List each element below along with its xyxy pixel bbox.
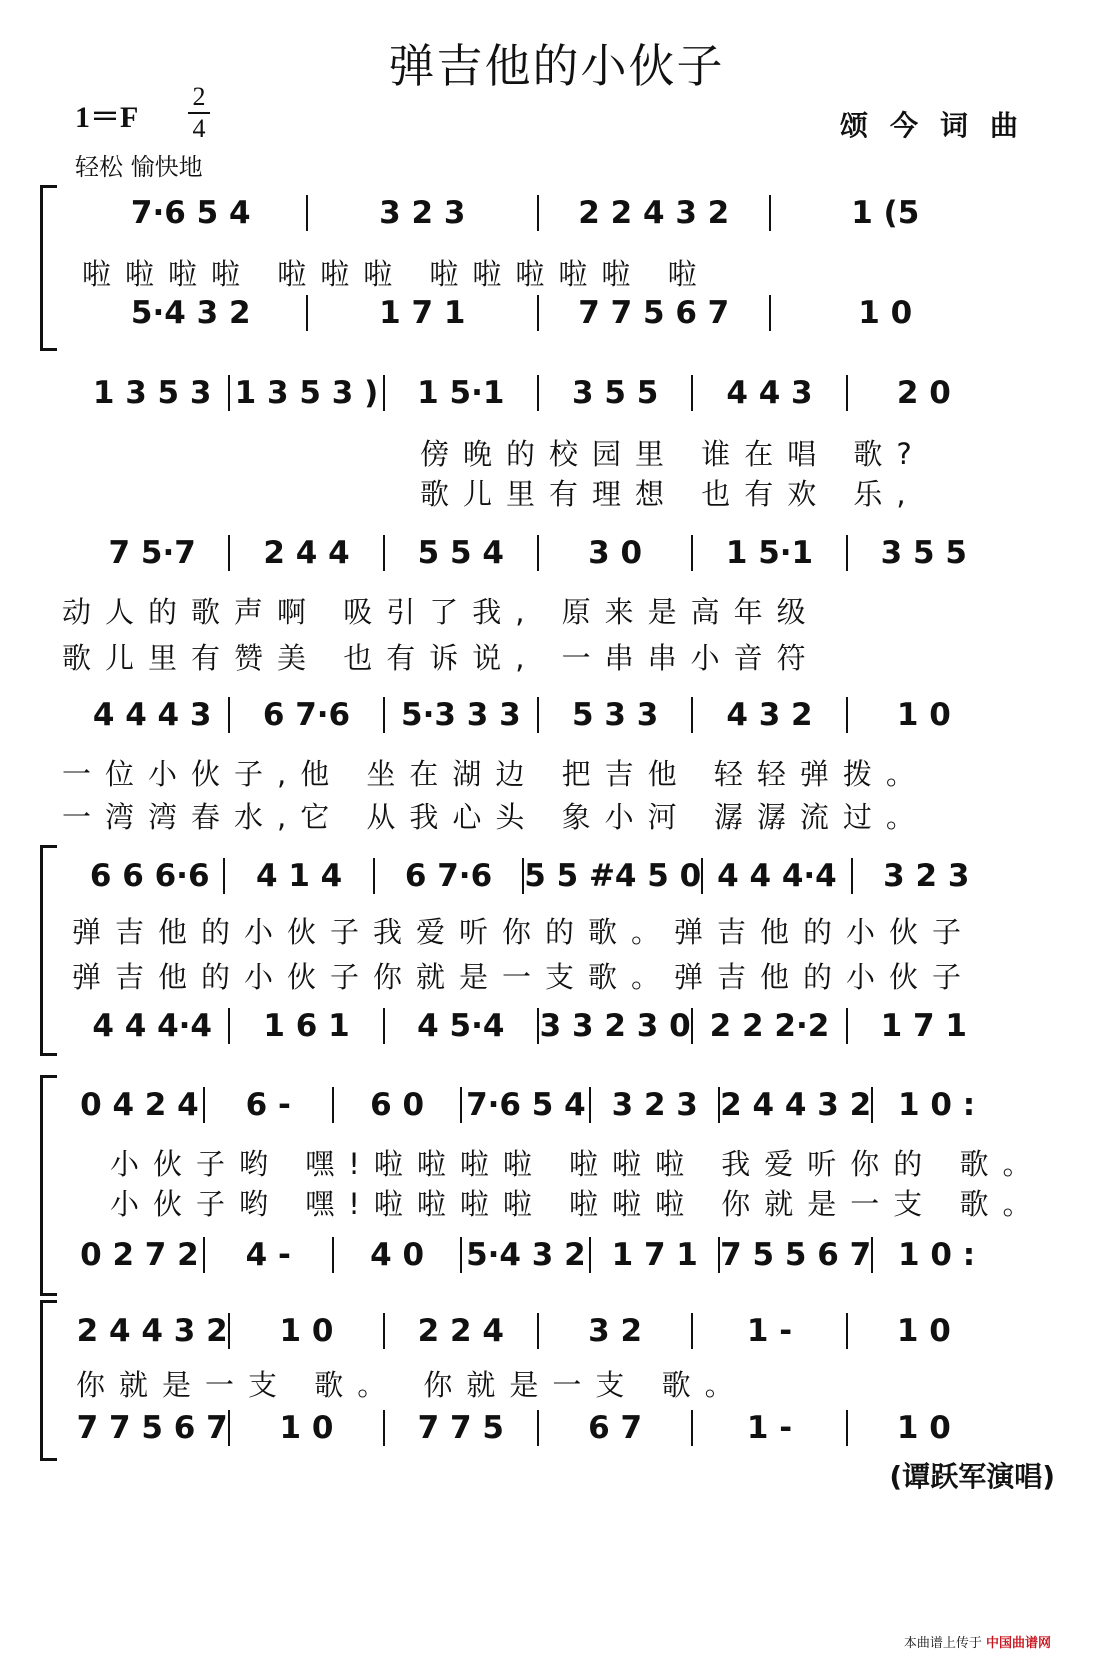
lyric-line-9: 弹吉他的小伙子你就是一支歌。弹吉他的小伙子 <box>72 960 976 994</box>
measure: 6 7·6 <box>228 697 382 733</box>
measure: 5·3 3 3 <box>383 697 537 733</box>
measure: 1 7 1 <box>589 1237 718 1273</box>
measure: 1 7 1 <box>306 295 538 331</box>
measure: 2 2 4 3 2 <box>537 195 769 231</box>
system-bracket <box>40 845 57 1056</box>
notation-line-4 <box>76 535 1000 571</box>
notation-line-10 <box>76 1313 1000 1349</box>
measure: 4 - <box>203 1237 332 1273</box>
lyric-line-10: 小伙子哟 嘿!啦啦啦啦 啦啦啦 我爱听你的 歌。 <box>110 1147 1046 1181</box>
lyric-line-11: 小伙子哟 嘿!啦啦啦啦 啦啦啦 你就是一支 歌。 <box>110 1187 1046 1221</box>
measure: 0 2 7 2 <box>80 1237 199 1273</box>
notation-line-7 <box>76 1008 1000 1044</box>
measure: 6 - <box>203 1087 332 1123</box>
lyric-line-3: 歌儿里有理想 也有欢 乐, <box>420 477 920 511</box>
measure: 2 0 <box>846 375 1000 411</box>
system-bracket <box>40 185 57 351</box>
notation-line-8 <box>76 1087 1000 1123</box>
time-sig-bottom: 4 <box>192 114 206 143</box>
measure: 0 4 2 4 <box>80 1087 199 1123</box>
measure: 7 5·7 <box>108 535 196 571</box>
lyric-line-5: 歌儿里有赞美 也有诉说, 一串串小音符 <box>62 641 820 675</box>
measure: 1 5·1 <box>691 535 845 571</box>
lyric-line-6: 一位小伙子,他 坐在湖边 把吉他 轻轻弹拨。 <box>62 757 929 791</box>
measure: 3 5 5 <box>846 535 1000 571</box>
measure: 4 5·4 <box>383 1008 537 1044</box>
measure: 6 7·6 <box>373 858 522 894</box>
measure: 4 4 4·4 <box>92 1008 212 1044</box>
measure: 1 3 5 3 ) <box>228 375 382 411</box>
measure: 3 2 3 <box>589 1087 718 1123</box>
key-signature: 1＝F <box>75 101 139 134</box>
lyric-line-8: 弹吉他的小伙子我爱听你的歌。弹吉他的小伙子 <box>72 915 976 949</box>
lyric-line-1: 啦啦啦啦 啦啦啦 啦啦啦啦啦 啦 <box>82 257 711 291</box>
measure: 3 3 2 3 0 <box>537 1008 691 1044</box>
system-bracket <box>40 1075 57 1296</box>
notation-line-11 <box>76 1410 1000 1446</box>
notation-line-3 <box>76 375 1000 411</box>
measure: 1 0 <box>846 697 1000 733</box>
measure: 1 3 5 3 <box>92 375 212 411</box>
lyric-line-2: 傍晚的校园里 谁在唱 歌? <box>420 437 926 471</box>
measure: 2 4 4 3 2 <box>720 1087 872 1123</box>
measure: 2 2 2·2 <box>691 1008 845 1044</box>
measure: 2 2 4 <box>383 1313 537 1349</box>
measure: 4 0 <box>332 1237 461 1273</box>
notation-line-1 <box>76 195 1000 231</box>
measure: 5 5 #4 5 0 <box>524 858 702 894</box>
notation-line-5 <box>76 697 1000 733</box>
measure: 7 7 5 6 7 <box>76 1410 228 1446</box>
lyric-line-7: 一湾湾春水,它 从我心头 象小河 潺潺流过。 <box>62 800 929 834</box>
measure: 1 0 <box>846 1410 1000 1446</box>
measure: 1 0 <box>228 1410 382 1446</box>
measure: 7 5 5 6 7 <box>720 1237 872 1273</box>
measure: 1 (5 <box>769 195 1001 231</box>
measure: 3 2 3 <box>851 858 1000 894</box>
watermark <box>904 1632 1051 1651</box>
song-title: 弹吉他的小伙子 <box>388 39 725 93</box>
measure: 4 4 4·4 <box>701 858 850 894</box>
measure: 1 6 1 <box>228 1008 382 1044</box>
measure: 3 2 3 <box>306 195 538 231</box>
time-sig-top: 2 <box>192 82 206 111</box>
measure: 7 7 5 <box>383 1410 537 1446</box>
measure: 1 7 1 <box>846 1008 1000 1044</box>
measure: 1 - <box>691 1313 845 1349</box>
lyric-line-12: 你就是一支 歌。 你就是一支 歌。 <box>76 1368 748 1402</box>
measure: 1 0 <box>769 295 1001 331</box>
measure: 1 - <box>691 1410 845 1446</box>
measure: 7 7 5 6 7 <box>537 295 769 331</box>
measure: 1 0 <box>228 1313 382 1349</box>
measure: 4 4 4 3 <box>92 697 212 733</box>
measure: 3 2 <box>537 1313 691 1349</box>
measure: 6 7 <box>537 1410 691 1446</box>
measure: 6 0 <box>332 1087 461 1123</box>
measure: 1 5·1 <box>383 375 537 411</box>
measure: 3 5 5 <box>537 375 691 411</box>
notation-line-2 <box>76 295 1000 331</box>
measure: 4 4 3 <box>691 375 845 411</box>
tempo-marking: 轻松 愉快地 <box>75 153 203 181</box>
measure: 4 1 4 <box>223 858 372 894</box>
lyric-line-4: 动人的歌声啊 吸引了我, 原来是高年级 <box>62 595 820 629</box>
measure: 5 3 3 <box>537 697 691 733</box>
measure: 6 6 6·6 <box>89 858 210 894</box>
measure: 3 0 <box>537 535 691 571</box>
notation-line-9 <box>76 1237 1000 1273</box>
notation-line-6 <box>76 858 1000 894</box>
measure: 1 0 : <box>871 1087 1000 1123</box>
system-bracket <box>40 1300 57 1461</box>
performer-credit: (谭跃军演唱) <box>889 1460 1055 1493</box>
measure: 7·6 5 4 <box>130 195 251 231</box>
watermark-prefix: 本曲谱上传于 <box>903 1636 982 1651</box>
measure: 7·6 5 4 <box>460 1087 589 1123</box>
measure: 1 0 : <box>871 1237 1000 1273</box>
measure: 5·4 3 2 <box>460 1237 589 1273</box>
measure: 5 5 4 <box>383 535 537 571</box>
measure: 4 3 2 <box>691 697 845 733</box>
measure: 2 4 4 <box>228 535 382 571</box>
time-signature <box>188 84 210 142</box>
measure: 1 0 <box>846 1313 1000 1349</box>
watermark-site: 中国曲谱网 <box>985 1636 1051 1651</box>
measure: 2 4 4 3 2 <box>76 1313 228 1349</box>
measure: 5·4 3 2 <box>130 295 251 331</box>
composer-credit: 颂今词曲 <box>840 109 1041 142</box>
